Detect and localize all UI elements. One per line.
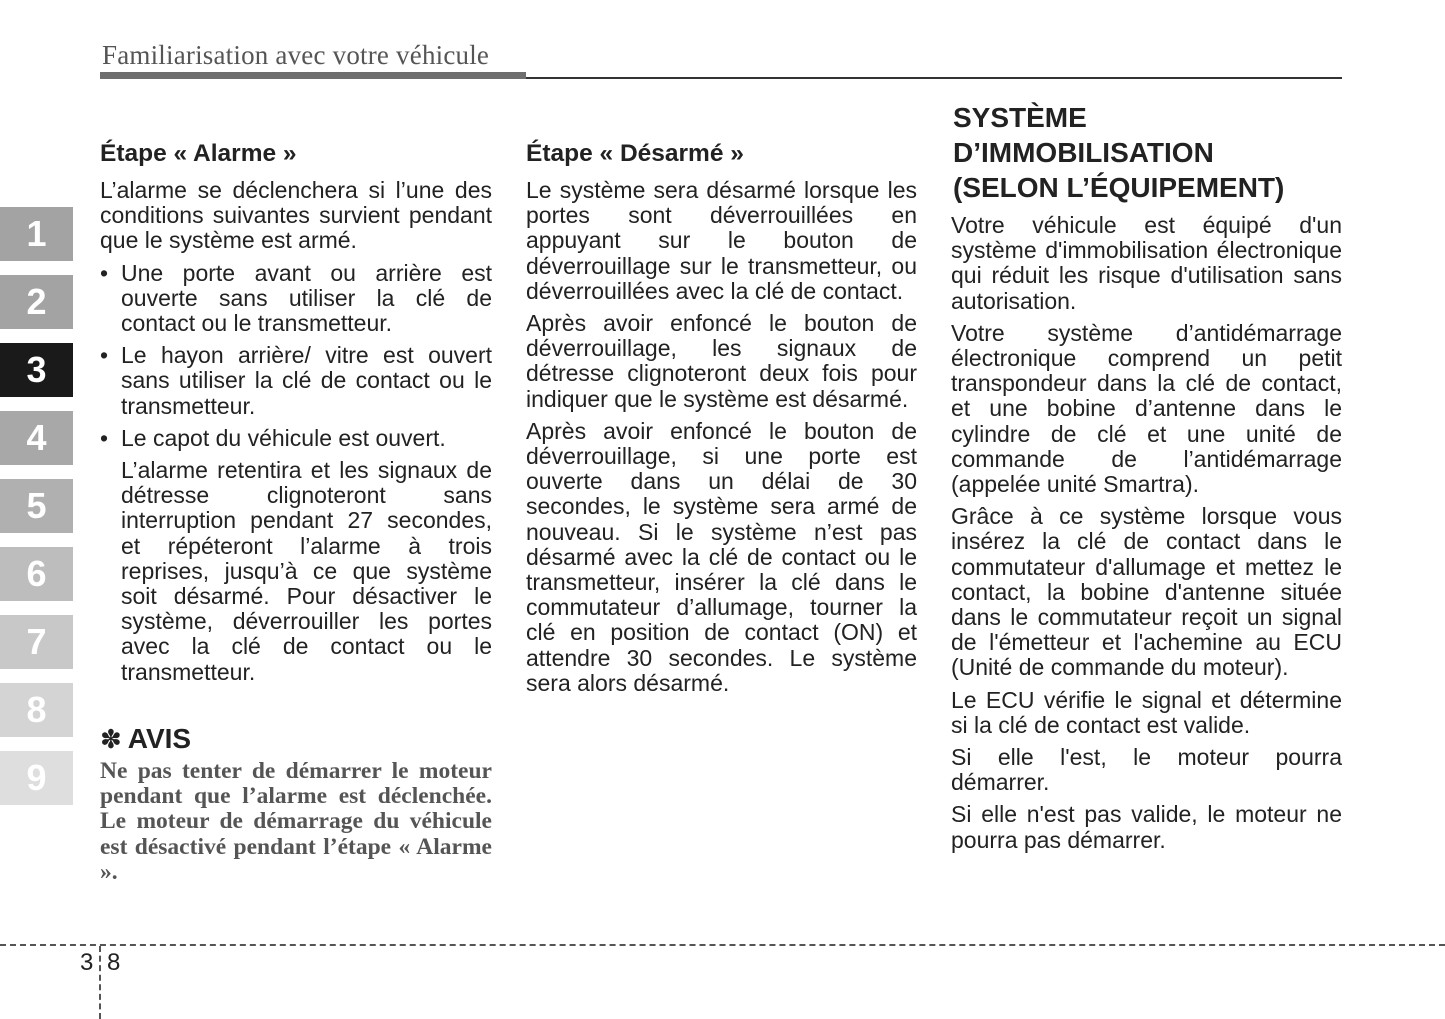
paragraph: Après avoir enfoncé le bouton de déverrouillage, les signaux de détresse clignoteront deux fois pour indiquer que le système est désarmé.	[526, 310, 917, 412]
list-item	[100, 261, 492, 337]
list-item-text: Une porte avant ou arrière est ouverte sans utiliser la clé de contact ou le transmetteur.	[121, 259, 492, 337]
alarme-intro: L’alarme se déclenchera si l’une des conditions suivantes survient pendant que le système est armé.	[100, 177, 492, 254]
header-rule-thin	[526, 77, 1342, 79]
section-heading-alarme: Étape « Alarme »	[100, 140, 297, 167]
list-item	[100, 426, 492, 451]
list-item-text: Le capot du véhicule est ouvert.	[121, 424, 446, 451]
column-desarme	[526, 100, 917, 703]
paragraph: Le système sera désarmé lorsque les portes sont déverrouillées en appuyant sur le bouton de déverrouillage sur le transmetteur, ou déverrouillées avec la clé de contact.	[526, 177, 917, 304]
paragraph: Si elle n'est pas valide, le moteur ne pourra pas démarrer.	[951, 801, 1342, 853]
page-header-title: Familiarisation avec votre véhicule	[102, 40, 490, 70]
chapter-tab-4[interactable]: 4	[0, 411, 73, 465]
chapter-tabs	[0, 207, 73, 819]
paragraph: Le ECU vérifie le signal et détermine si la clé de contact est valide.	[951, 686, 1342, 738]
alarme-followup: L’alarme retentira et les signaux de détresse clignoteront sans interruption pendant 27 secondes, et répéteront l’alarme à trois reprises, jusqu’à ce que système soit désarmé. Pour désactiver le système, déverrouiller les portes avec la clé de contact ou le transmetteur.	[121, 457, 492, 685]
heading-line: SYSTÈME	[953, 102, 1087, 133]
paragraph: Si elle l'est, le moteur pourra démarrer.	[951, 744, 1342, 796]
alarme-conditions-list	[100, 261, 492, 451]
asterisk-icon: ✽	[100, 723, 122, 754]
paragraph: Après avoir enfoncé le bouton de déverrouillage, si une porte est ouverte dans un délai de 30 secondes, le système sera armé de nouveau. Si le système n’est pas désarmé avec la clé de contact ou le transmetteur, insérer la clé dans le commutateur d’allumage, tourner la clé en position de contact (ON) et attendre 30 secondes. Le système sera alors désarmé.	[526, 417, 917, 696]
chapter-tab-5[interactable]: 5	[0, 479, 73, 533]
avis-heading	[100, 723, 492, 755]
header-rule-thick	[100, 72, 526, 79]
footer-dashed-divider	[99, 946, 101, 1019]
footer-dashed-rule	[0, 944, 1445, 946]
column-immobilisation	[951, 100, 1342, 860]
chapter-tab-7[interactable]: 7	[0, 615, 73, 669]
bullet-icon: •	[100, 342, 109, 369]
chapter-tab-9[interactable]: 9	[0, 751, 73, 805]
list-item	[100, 343, 492, 419]
paragraph: Votre système d’antidémarrage électronique comprend un petit transpondeur dans la clé de contact, et une bobine d’antenne dans le cylindre de clé et une unité de commande de l’antidémarrage (appelée unité Smartra).	[951, 319, 1342, 498]
chapter-tab-1[interactable]: 1	[0, 207, 73, 261]
heading-line: D’IMMOBILISATION	[953, 137, 1214, 168]
bullet-icon: •	[100, 259, 109, 286]
heading-line: (SELON L’ÉQUIPEMENT)	[953, 172, 1285, 203]
paragraph: Votre véhicule est équipé d'un système d'immobilisation électronique qui réduit les risque d'utilisation sans autorisation.	[951, 212, 1342, 314]
chapter-tab-2[interactable]: 2	[0, 275, 73, 329]
avis-text: Ne pas tenter de démarrer le moteur pendant que l’alarme est déclenchée. Le moteur de démarrage du véhicule est désactivé pendant l’étape « Alarme ».	[100, 757, 492, 886]
list-item-text: Le hayon arrière/ vitre est ouvert sans utiliser la clé de contact ou le transmetteur.	[121, 342, 492, 419]
section-heading-desarme: Étape « Désarmé »	[526, 140, 744, 167]
page-chapter-number: 3	[80, 949, 94, 976]
chapter-tab-3[interactable]: 3	[0, 343, 73, 397]
page-number: 8	[107, 949, 121, 976]
chapter-tab-8[interactable]: 8	[0, 683, 73, 737]
section-heading-immobilisation	[953, 100, 1342, 205]
bullet-icon: •	[100, 424, 109, 451]
avis-title: AVIS	[127, 722, 192, 754]
paragraph: Grâce à ce système lorsque vous insérez la clé de contact dans le commutateur d'allumage et mettez le contact, la bobine d'antenne située dans le commutateur reçoit un signal de l'émetteur et l'achemine au ECU (Unité de commande du moteur).	[951, 503, 1342, 681]
column-alarme	[100, 100, 492, 885]
chapter-tab-6[interactable]: 6	[0, 547, 73, 601]
